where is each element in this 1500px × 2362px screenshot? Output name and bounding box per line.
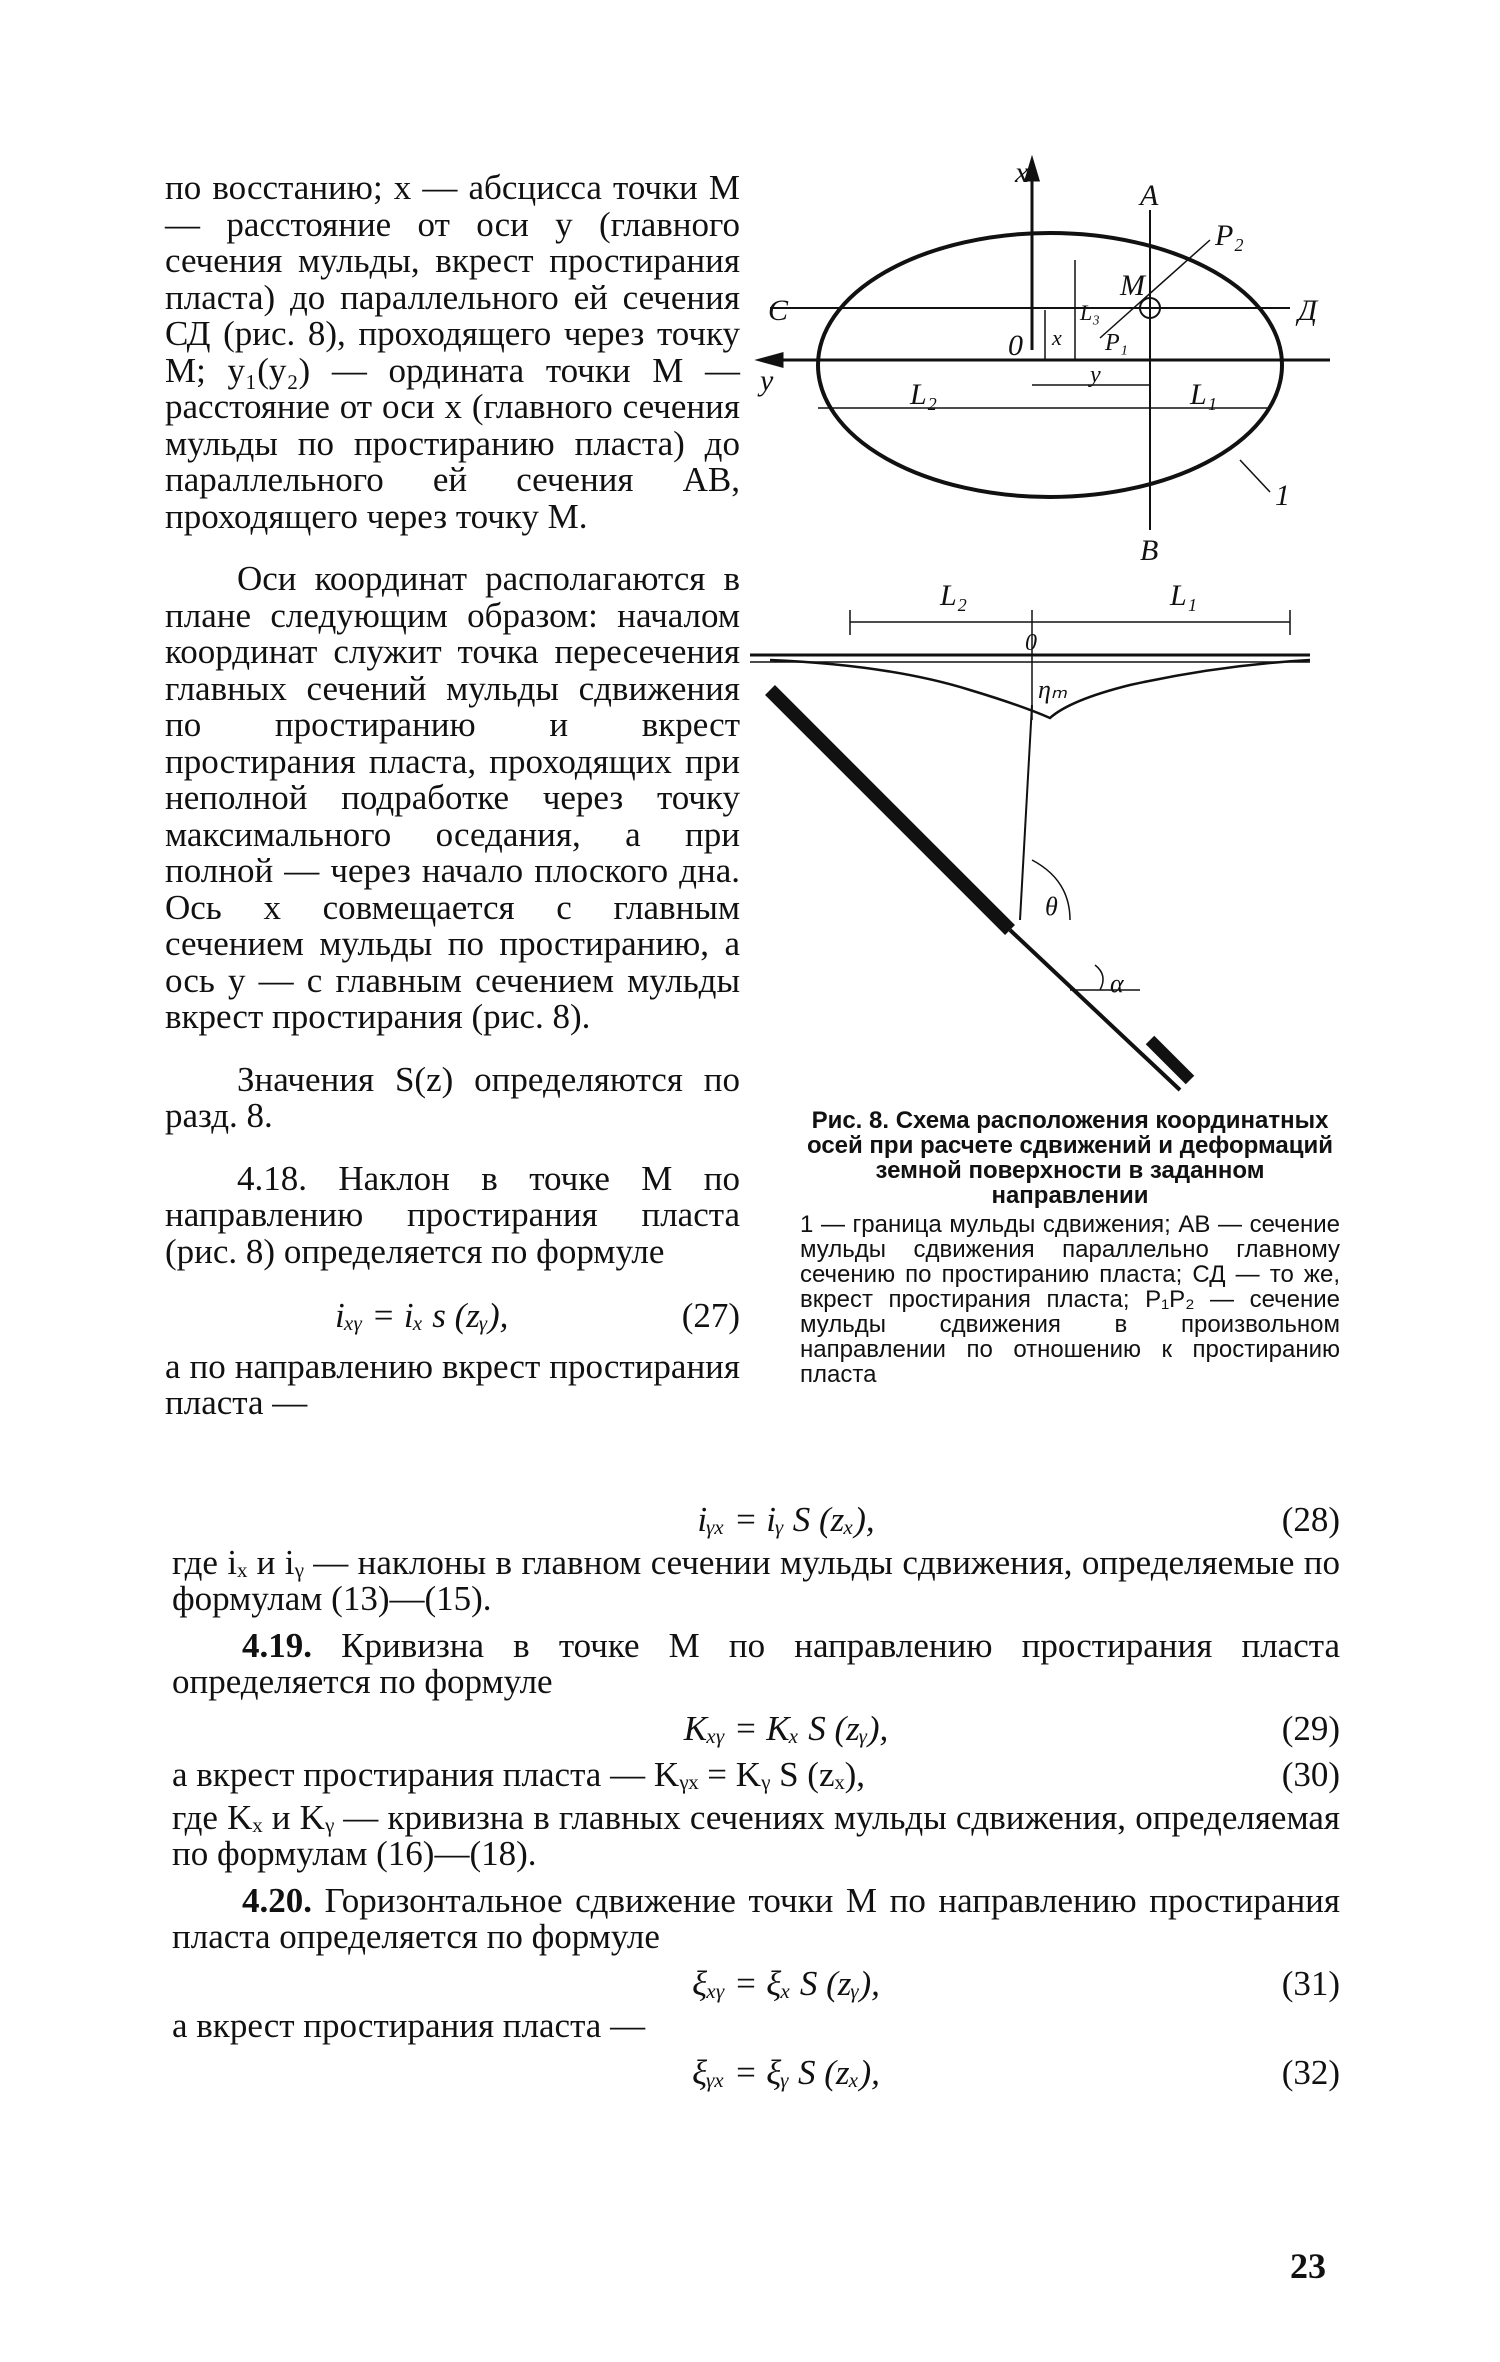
label-d: Д bbox=[1298, 294, 1318, 327]
section-p1p2-line bbox=[1100, 240, 1210, 338]
caption-title: Рис. 8. Схема расположения координатных осей при расчете сдвижений и деформаций земной поверхности в заданном направлении bbox=[806, 1107, 1334, 1209]
formula-29-row bbox=[172, 1708, 1340, 1748]
trough-boundary bbox=[818, 233, 1282, 497]
label-p2: P₂ bbox=[1215, 219, 1244, 252]
formula-31: ξₓᵧ = ξₓ S (zᵧ), bbox=[692, 1963, 880, 2003]
paragraph-4-18 bbox=[165, 1158, 741, 1271]
label-y-axis: y bbox=[760, 364, 774, 397]
label-l2: L₂ bbox=[910, 378, 938, 411]
paragraph-coordinates-definition: по восстанию; x — абсцисса точки M — расстояние от оси y (главного сечения мульды, вкрест простирания пласта) до параллельного ей сечения СД (рис. 8), проходящего через точку M; y₁(y₂) — ордината точки M — расстояние от оси x (главного сечения мульды по простиранию пласта) до параллельного ей сечения AB, проходящего через точку M. bbox=[165, 168, 740, 536]
label-l3: L₃ bbox=[1080, 300, 1100, 325]
paragraph-4-19 bbox=[172, 1625, 1340, 1701]
leader-one bbox=[1240, 460, 1270, 492]
formula-29-number: (29) bbox=[1281, 1708, 1340, 1748]
label-zero-profile: 0 bbox=[1025, 630, 1037, 656]
section-text-4-18: Наклон в точке M по направлению простирания пласта (рис. 8) определяется по формуле bbox=[165, 1158, 741, 1271]
formula-32-number: (32) bbox=[1281, 2052, 1340, 2092]
label-alpha: α bbox=[1110, 969, 1124, 998]
formula-28-number: (28) bbox=[1281, 1500, 1340, 1539]
label-y-dim: y bbox=[1090, 362, 1101, 388]
formula-32: ξᵧₓ = ξᵧ S (zₓ), bbox=[692, 2052, 880, 2092]
formula-28-row bbox=[172, 1502, 1340, 1539]
formula-27-row bbox=[165, 1298, 740, 1335]
section-number-4-18: 4.18. bbox=[237, 1158, 307, 1198]
formula-29: Kₓᵧ = Kₓ S (zᵧ), bbox=[683, 1708, 889, 1748]
section-text-4-20: Горизонтальное сдвижение точки M по направлению простирания пласта определяется по формуле bbox=[172, 1880, 1341, 1956]
paragraph-curvature: где Kₓ и Kᵧ — кривизна в главных сечениях мульды сдвижения, определяемая по формулам (16)—(18). bbox=[172, 1797, 1340, 1873]
alpha-arc bbox=[1095, 965, 1103, 990]
section-number-4-20: 4.20. bbox=[242, 1880, 312, 1920]
paragraph-cross-strike: а по направлению вкрест простирания пласта — bbox=[165, 1346, 740, 1422]
seam-thick-2 bbox=[1150, 1040, 1190, 1080]
label-l2-profile: L₂ bbox=[940, 579, 968, 612]
section-text-4-19: Кривизна в точке M по направлению простирания пласта определяется по формуле bbox=[172, 1625, 1340, 1701]
caption-body: 1 — граница мульды сдвижения; AB — сечение мульды сдвижения параллельно главному сечению по простиранию пласта; СД — то же, вкрест простирания пласта; P₁P₂ — сечение мульды сдвижения в произвольном направлении по отношению к простиранию пласта bbox=[800, 1211, 1340, 1388]
label-eta-m: ηₘ bbox=[1038, 675, 1068, 704]
formula-27-number: (27) bbox=[681, 1296, 740, 1335]
bottom-text-block bbox=[172, 1492, 1340, 2097]
figure-caption bbox=[800, 1108, 1340, 1387]
formula-32-row bbox=[172, 2052, 1340, 2092]
formula-31-row bbox=[172, 1963, 1340, 2003]
formula-27: iₓᵧ = iₓ s (zᵧ), bbox=[335, 1296, 509, 1335]
label-l1-profile: L₁ bbox=[1170, 579, 1198, 612]
paragraph-4-20 bbox=[172, 1880, 1341, 1956]
paragraph-axes-placement: Оси координат располагаются в плане следующим образом: началом координат служит точка пересечения главных сечений мульды сдвижения по простиранию и вкрест простирания пласта, проходящих при неполной подработке через точку максимального оседания, а при полной — через начало плоского дна. Ось x совмещается с главным сечением мульды по простиранию, а ось y — с главным сечением мульды вкрест простирания (рис. 8). bbox=[165, 559, 740, 1036]
seam-line bbox=[1010, 930, 1180, 1090]
label-m: M bbox=[1120, 269, 1145, 302]
paragraph-slopes: где iₓ и iᵧ — наклоны в главном сечении мульды сдвижения, определяемые по формулам (13)—(15). bbox=[172, 1542, 1340, 1618]
label-one: 1 bbox=[1275, 479, 1290, 512]
label-p1: P₁ bbox=[1105, 330, 1129, 356]
formula-30-number: (30) bbox=[1281, 1755, 1340, 1794]
label-x-small: x bbox=[1052, 325, 1062, 350]
formula-30: а вкрест простирания пласта — Kᵧₓ = Kᵧ S (zₓ), bbox=[172, 1755, 866, 1794]
section-number-4-19: 4.19. bbox=[242, 1625, 312, 1665]
label-b: B bbox=[1140, 534, 1159, 567]
label-x: x bbox=[1015, 156, 1029, 189]
theta-ray bbox=[1020, 705, 1032, 920]
formula-31-number: (31) bbox=[1281, 1963, 1340, 2003]
label-c: C bbox=[768, 294, 789, 327]
paragraph-s-values: Значения S(z) определяются по разд. 8. bbox=[165, 1059, 740, 1135]
formula-28: iᵧₓ = iᵧ S (zₓ), bbox=[697, 1500, 875, 1539]
paragraph-cross-strike-2: а вкрест простирания пласта — bbox=[172, 2006, 646, 2045]
left-text-column bbox=[165, 170, 740, 1448]
formula-30-row bbox=[172, 1757, 1340, 1794]
page-number: 23 bbox=[1290, 2246, 1326, 2286]
label-a: A bbox=[1140, 179, 1159, 212]
seam-thick bbox=[770, 690, 1010, 930]
label-theta: θ bbox=[1045, 892, 1058, 921]
figure-8-diagram bbox=[760, 156, 1340, 1090]
label-zero: 0 bbox=[1008, 329, 1023, 362]
label-l1: L₁ bbox=[1190, 378, 1218, 411]
